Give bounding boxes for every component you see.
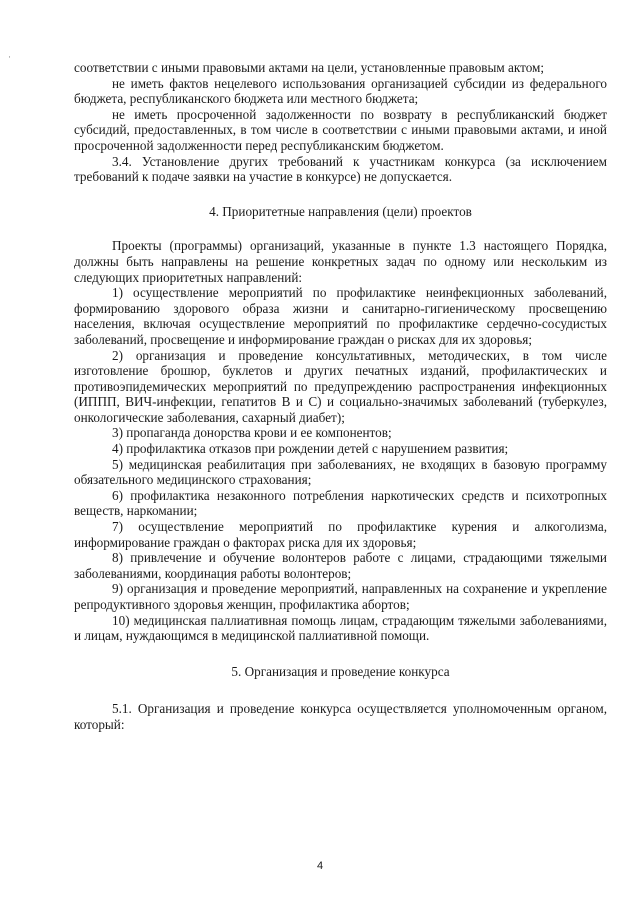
list-item: 3) пропаганда донорства крови и ее компонентов; — [112, 425, 392, 441]
list-item: 1) осуществление мероприятий по профилактике неинфекционных заболеваний, формированию здорового образа жизни и санитарно-гигиеническому просвещению населения, включая осуществление мероприятий по профилактике сердечно-сосудистых заболеваний, просвещение и информирование граждан о рисках для их здоровья; — [74, 285, 607, 347]
paragraph-requirement-1: не иметь фактов нецелевого использования организацией субсидии из федерального бюджета, республиканского бюджета или местного бюджета; — [74, 75, 607, 107]
list-item: 6) профилактика незаконного потребления наркотических средств и психотропных веществ, наркомании; — [74, 487, 607, 519]
paragraph-continuation: соответствии с иными правовыми актами на цели, установленные правовым актом; — [74, 60, 545, 75]
section-4-intro: Проекты (программы) организаций, указанные в пункте 1.3 настоящего Порядка, должны быть направлены на решение конкретных задач по одному или нескольким из следующих приоритетных направлений: — [74, 238, 607, 285]
section-5-heading: 5. Организация и проведение конкурса — [231, 663, 450, 679]
list-item: 2) организация и проведение консультативных, методических, в том числе изготовление брошюр, буклетов и других печатных изданий, профилактических и противоэпидемических мероприятий по предупреждению распространения инфекционных (ИППП, ВИЧ-инфекции, гепатитов В и С) и социально-значимых заболеваний (туберкулез, онкологические заболевания, сахарный диабет); — [74, 347, 607, 425]
list-item: 8) привлечение и обучение волонтеров работе с лицами, страдающими тяжелыми заболеваниями, координация работы волонтеров; — [74, 550, 607, 581]
list-item: 10) медицинская паллиативная помощь лицам, страдающим тяжелыми заболеваниями, и лицам, нуждающимся в медицинской паллиативной помощи. — [74, 612, 607, 644]
list-item: 5) медицинская реабилитация при заболеваниях, не входящих в базовую программу обязательного медицинского страхования; — [74, 456, 607, 488]
section-5-paragraph: 5.1. Организация и проведение конкурса осуществляется уполномоченным органом, который: — [74, 701, 607, 732]
page-content — [74, 60, 607, 733]
paragraph-requirement-2: не иметь просроченной задолженности по возврату в республиканский бюджет субсидий, предоставленных, в том числе в соответствии с иными правовыми актами, и иной просроченной задолженности перед республиканским бюджетом. — [74, 106, 607, 153]
list-item: 7) осуществление мероприятий по профилактике курения и алкоголизма, информирование граждан о факторах риска для их здоровья; — [74, 519, 607, 550]
paragraph-3-4: 3.4. Установление других требований к участникам конкурса (за исключением требований к подаче заявки на участие в конкурсе) не допускается. — [74, 153, 607, 185]
list-item: 9) организация и проведение мероприятий, направленных на сохранение и укрепление репродуктивного здоровья женщин, профилактика абортов; — [74, 581, 607, 612]
section-4-heading: 4. Приоритетные направления (цели) проектов — [209, 203, 472, 219]
scan-mark: · — [8, 52, 11, 62]
list-item: 4) профилактика отказов при рождении детей с нарушением развития; — [112, 441, 509, 457]
page-number: 4 — [316, 860, 324, 872]
